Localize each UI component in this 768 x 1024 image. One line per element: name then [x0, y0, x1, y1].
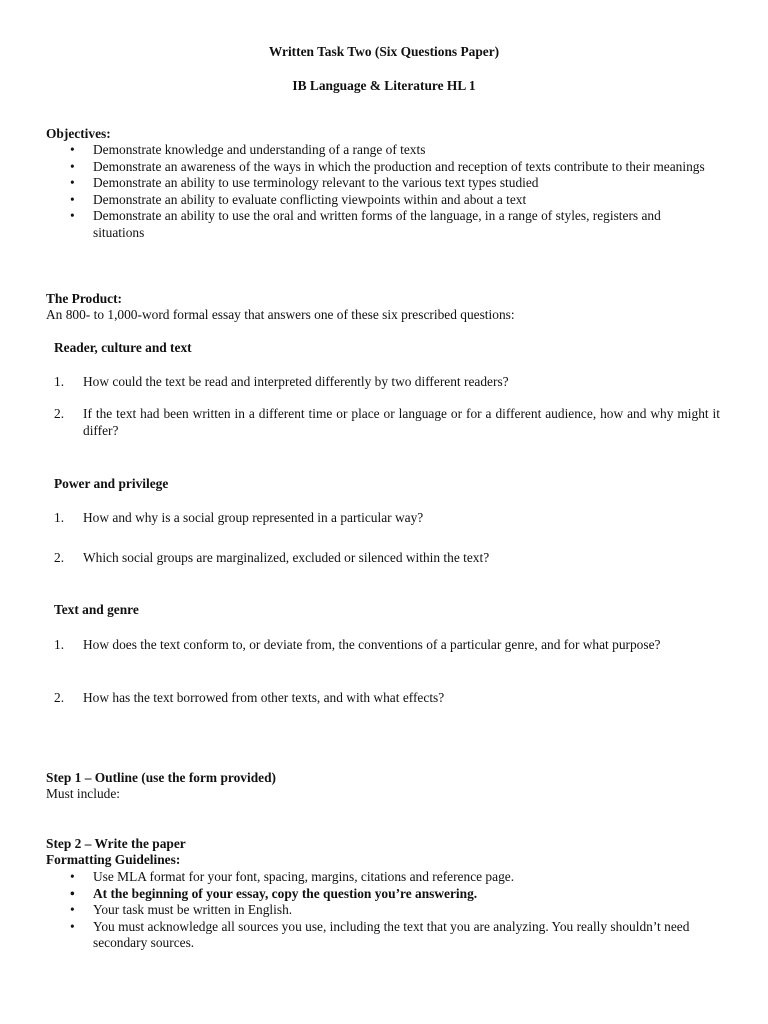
question-text: How has the text borrowed from other texts, and with what effects? — [83, 690, 445, 705]
guidelines-list — [46, 869, 706, 952]
bullet-icon: • — [70, 142, 75, 157]
step1-text: Must include: — [46, 786, 121, 801]
bullet-icon: • — [70, 175, 75, 190]
bullet-icon: • — [70, 208, 75, 223]
bullet-icon: • — [70, 885, 75, 901]
question-item — [54, 374, 720, 391]
formatting-heading: Formatting Guidelines: — [46, 852, 181, 867]
step1-heading: Step 1 – Outline (use the form provided) — [46, 770, 276, 785]
question-item — [54, 690, 720, 707]
bullet-icon: • — [70, 191, 75, 207]
question-number: 2. — [54, 550, 65, 565]
question-text: How does the text conform to, or deviate from, the conventions of a particular genre, and for what purpose? — [83, 637, 661, 652]
bullet-icon: • — [70, 918, 75, 934]
bullet-icon: • — [70, 902, 75, 917]
section-heading: Reader, culture and text — [54, 340, 192, 355]
question-number: 1. — [54, 374, 65, 389]
product-heading: The Product: — [46, 291, 123, 306]
product-text: An 800- to 1,000-word formal essay that answers one of these six prescribed questions: — [46, 307, 515, 322]
objective-item: • Demonstrate an ability to use terminology relevant to the various text types studied — [70, 175, 539, 190]
objective-item: • Demonstrate an ability to evaluate conflicting viewpoints within and about a text — [70, 191, 527, 207]
question-text: How and why is a social group represented in a particular way? — [83, 510, 424, 525]
bullet-icon: • — [70, 158, 75, 174]
guideline-item: • At the beginning of your essay, copy the question you’re answering. — [70, 885, 478, 901]
guideline-item: • Use MLA format for your font, spacing, margins, citations and reference page. — [70, 869, 515, 884]
question-text: How could the text be read and interpreted differently by two different readers? — [83, 374, 509, 389]
bullet-icon: • — [70, 869, 75, 884]
objective-item: • Demonstrate an awareness of the ways in which the production and reception of texts contribute to their meanings — [70, 158, 705, 174]
question-item — [54, 510, 720, 527]
question-text: If the text had been written in a different time or place or language or for a different audience, how and why might it differ? — [83, 406, 720, 438]
question-item — [54, 406, 720, 439]
question-number: 1. — [54, 637, 65, 652]
question-item — [54, 637, 720, 654]
objective-item: • Demonstrate knowledge and understanding of a range of texts — [70, 142, 426, 157]
guideline-item: • Your task must be written in English. — [70, 902, 293, 917]
question-number: 1. — [54, 510, 65, 525]
section-heading: Text and genre — [54, 602, 139, 617]
objectives-list — [46, 142, 706, 241]
step2-heading: Step 2 – Write the paper — [46, 836, 186, 851]
section-heading: Power and privilege — [54, 476, 169, 491]
question-number: 2. — [54, 690, 65, 705]
question-item — [54, 550, 720, 567]
objectives-heading: Objectives: — [46, 126, 111, 141]
objective-item: • Demonstrate an ability to use the oral and written forms of the language, in a range of styles, registers and situations — [70, 208, 661, 240]
document-title: Written Task Two (Six Questions Paper) — [268, 44, 500, 59]
guideline-item: • You must acknowledge all sources you use, including the text that you are analyzing. You really shouldn’t need secondary sources. — [70, 918, 690, 950]
question-text: Which social groups are marginalized, excluded or silenced within the text? — [83, 550, 490, 565]
course-title: IB Language & Literature HL 1 — [292, 78, 476, 93]
question-number: 2. — [54, 406, 65, 421]
